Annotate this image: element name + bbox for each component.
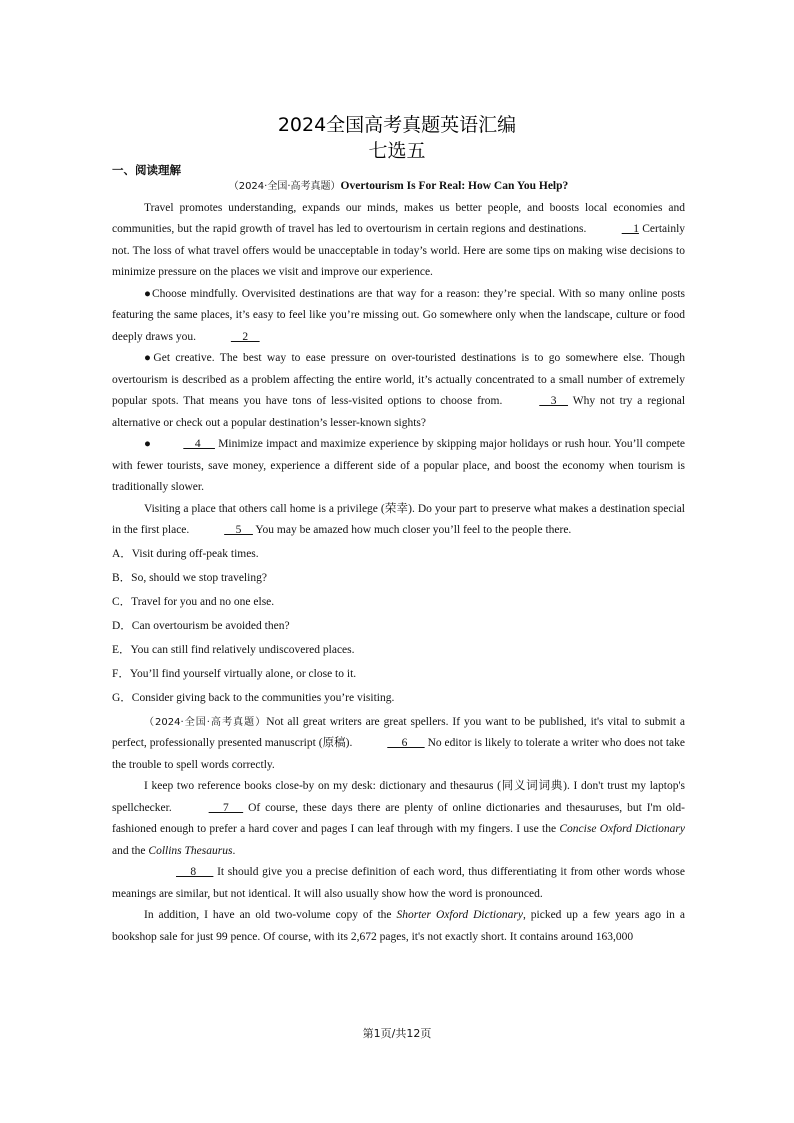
blank-2[interactable]: 2 [230, 330, 260, 343]
blank-7[interactable]: 7 [208, 801, 244, 814]
passage1-paragraph-1 [112, 198, 685, 284]
passage2-paragraph-3 [112, 862, 685, 905]
paragraph-text: ●Choose mindfully. Overvisited destinations are that way for a reason: they’re special. With so many online posts featuring the same places, it’s easy to feel like you’re missing out. Go somewhere only when the landscape, culture or food deeply draws you. [112, 287, 685, 343]
bullet: ● [144, 438, 152, 450]
option-a: A．Visit during off-peak times. [112, 547, 259, 560]
passage2-paragraph-1 [112, 712, 685, 777]
book-title: Shorter Oxford Dictionary [396, 909, 523, 921]
blank-6[interactable]: 6 [387, 737, 425, 749]
blank-5[interactable]: 5 [224, 524, 253, 536]
blank-3[interactable]: 3 [539, 395, 569, 407]
page-subtitle: 七选五 [368, 140, 426, 162]
paragraph-text: Certainly not. The loss of what travel offers would be unacceptable in today’s world. Here are some tips on making wise decisions to minimize pressure on the places we visit and improve our experience. [112, 223, 686, 278]
passage2-paragraph-4 [112, 905, 685, 948]
option-e: E．You can still find relatively undiscovered places. [112, 643, 355, 656]
paragraph-text: and the [112, 844, 146, 857]
passage1-source: （2024·全国·高考真题） [228, 181, 341, 192]
paragraph-text: Why not try a regional alternative or check out a popular destination’s lesser-known sights? [112, 395, 686, 429]
blank-8[interactable]: 8 [176, 866, 214, 878]
page-footer: 第1页/共12页 [362, 1027, 432, 1040]
paragraph-text: , picked up a few years ago in a bookshop sale for just 99 pence. Of course, with its 2,672 pages, it's not exactly short. It contains around 163,000 [112, 909, 685, 943]
paragraph-text: Of course, these days there are plenty of online dictionaries and thesauruses, but I'm old-fashioned enough to prefer a hard cover and pages I can leaf through with my fingers. I use the [112, 801, 685, 835]
passage2-source: （2024·全国·高考真题） [144, 716, 267, 728]
passage1-paragraph-2 [112, 284, 685, 349]
paragraph-text: It should give you a precise definition of each word, thus differentiating it from other words whose meanings are similar, but not identical. It will also usually show how the word is pronounced. [112, 866, 686, 900]
option-f: F．You’ll find yourself virtually alone, or close to it. [112, 667, 357, 680]
paragraph-text: . [232, 844, 236, 857]
section-heading: 一、阅读理解 [112, 163, 181, 177]
passage1-heading [112, 176, 685, 198]
paragraph-text: In addition, I have an old two-volume copy of the [144, 909, 392, 921]
passage1-paragraph-5 [112, 499, 685, 542]
passage1-headline: Overtourism Is For Real: How Can You Help? [340, 180, 569, 192]
paragraph-text: I keep two reference books close-by on my desk: dictionary and thesaurus (同义词词典). I don't trust my laptop's spellchecker. [112, 780, 685, 814]
blank-4[interactable]: 4 [183, 438, 215, 450]
passage2-paragraph-2 [112, 776, 685, 862]
document-body [112, 176, 685, 948]
book-title: Concise Oxford Dictionary [559, 823, 685, 835]
option-c: C．Travel for you and no one else. [112, 595, 275, 608]
paragraph-text: ●Get creative. The best way to ease pressure on over-touristed destinations is to go somewhere else. Though overtourism is described as a problem affecting the entire world, it’s actually concentrated to a small number of extremely popular spots. That means you have tons of less-visited options to choose from. [112, 352, 685, 407]
option-b: B．So, should we stop traveling? [112, 571, 267, 584]
passage1-paragraph-3 [112, 348, 685, 434]
book-title: Collins Thesaurus [148, 844, 233, 857]
paragraph-text: Minimize impact and maximize experience by skipping major holidays or rush hour. You’ll compete with fewer tourists, save money, experience a different side of a popular place, and boost the economy when tourism is traditionally slower. [112, 438, 686, 493]
page-title: 2024全国高考真题英语汇编 [277, 114, 517, 136]
option-g: G．Consider giving back to the communities you’re visiting. [112, 691, 395, 704]
paragraph-text: Visiting a place that others call home is a privilege (荣幸). Do your part to preserve what makes a destination special in the first place. [112, 502, 685, 536]
option-d: D．Can overtourism be avoided then? [112, 619, 290, 632]
paragraph-text: Travel promotes understanding, expands our minds, makes us better people, and boosts local economies and communities, but the rapid growth of travel has led to overtourism in certain regions and destinations. [112, 201, 685, 235]
blank-1[interactable]: 1 [621, 223, 639, 235]
paragraph-text: You may be amazed how much closer you’ll feel to the people there. [255, 524, 572, 536]
paragraph-text: No editor is likely to tolerate a writer who does not take the trouble to spell words correctly. [112, 737, 685, 771]
passage1-paragraph-4 [112, 434, 685, 499]
paragraph-text: Not all great writers are great spellers. If you want to be published, it's vital to submit a perfect, professionally presented manuscript (原稿). [112, 715, 685, 749]
